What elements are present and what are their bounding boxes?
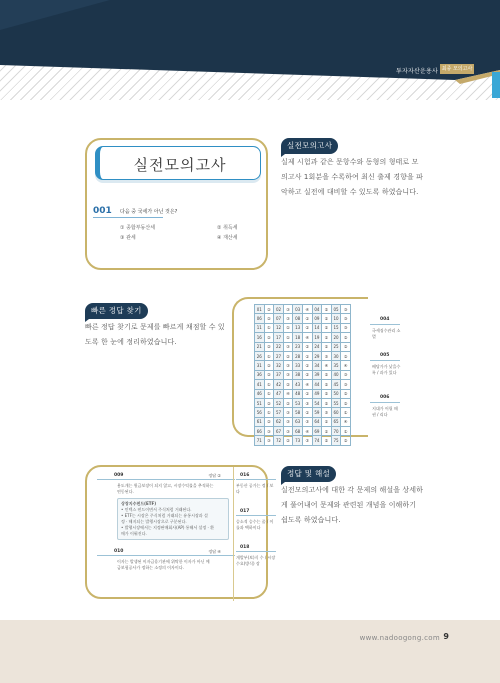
desc-line: 빠른 정답 찾기로 문제를 빠르게 채점할 수 있 [85, 323, 225, 331]
header-title: 투자자산운용사 [396, 68, 438, 75]
section-desc-quick-answers [85, 320, 230, 350]
answer-number-cell: 53 [293, 398, 303, 407]
answer-choice-cell: ① [283, 333, 293, 342]
answer-row [255, 314, 351, 323]
option-2: ② 취득세 [217, 225, 238, 231]
answer-choice-cell: ② [341, 436, 351, 445]
answer-number-cell: 57 [274, 408, 284, 417]
answer-number-cell: 16 [255, 333, 265, 342]
answer-number-cell: 06 [255, 314, 265, 323]
desc-line: 실전모의고사에 대한 각 문제의 해설을 상세하 [281, 486, 424, 494]
answer-number-cell: 22 [274, 342, 284, 351]
answer-number-cell: 44 [312, 380, 322, 389]
snippet-rule [370, 360, 400, 361]
answer-choice-cell: ② [283, 351, 293, 360]
answer-choice-cell: ③ [302, 436, 312, 445]
explanation-number: 017 [240, 509, 250, 514]
answer-choice-cell: ② [341, 342, 351, 351]
answer-choice-cell: ③ [341, 380, 351, 389]
header-side-tab [492, 72, 500, 98]
answer-choice-cell: ③ [283, 427, 293, 436]
answer-choice-cell: ① [322, 323, 332, 332]
option-1: ① 종합부동산세 [120, 225, 156, 231]
answer-number-cell: 60 [331, 408, 341, 417]
answer-number-cell: 45 [331, 380, 341, 389]
answer-number-cell: 52 [274, 398, 284, 407]
answer-choice-cell: ② [264, 361, 274, 370]
answer-number-cell: 05 [331, 305, 341, 314]
explanation-text: 승소적 승수는 좀 / 이를과 택하이다 [236, 519, 274, 530]
answer-number-cell: 50 [331, 389, 341, 398]
answer-choice-cell: ④ [341, 361, 351, 370]
snippet-rule [370, 324, 400, 325]
answer-choice-cell: ③ [322, 408, 332, 417]
desc-line: 쉽도록 하였습니다. [281, 516, 341, 524]
answer-choice-cell: ② [322, 389, 332, 398]
answer-number-cell: 68 [293, 427, 303, 436]
answer-choice-cell: ④ [341, 417, 351, 426]
explanation-answer: 정답 ④ [208, 549, 221, 554]
answer-number-cell: 62 [274, 417, 284, 426]
explanation-text: 부동산 공가는 정 / 보다 [236, 483, 274, 494]
answer-number-cell: 42 [274, 380, 284, 389]
answer-number-cell: 18 [293, 333, 303, 342]
answer-number-cell: 66 [255, 427, 265, 436]
answer-number-cell: 04 [312, 305, 322, 314]
answer-choice-cell: ② [322, 398, 332, 407]
explanation-text [97, 559, 235, 571]
answer-choice-cell: ② [322, 370, 332, 379]
answer-choice-cell: ② [341, 398, 351, 407]
answer-number-cell: 46 [255, 389, 265, 398]
answer-choice-cell: ② [302, 342, 312, 351]
explanation-header [236, 545, 276, 552]
answer-choice-cell: ④ [302, 333, 312, 342]
answer-number-cell: 54 [312, 398, 322, 407]
note-line: • ETF는 시장은 주식처럼 거래되는 유통시장과 설 [121, 513, 208, 518]
snippet-number: 006 [380, 395, 390, 400]
answer-row [255, 361, 351, 370]
explanation-number: 009 [114, 473, 124, 478]
answer-choice-cell: ③ [283, 361, 293, 370]
answer-choice-cell: ② [264, 398, 274, 407]
answer-choice-cell: ① [322, 417, 332, 426]
answer-choice-cell: ① [341, 408, 351, 417]
note-line: • 인덱스 펀드이면서 주식처럼 거래된다. [121, 507, 192, 512]
answer-choice-cell: ① [302, 314, 312, 323]
answer-number-cell: 71 [255, 436, 265, 445]
desc-line: 의고사 1회분을 수록하여 최신 출제 경향을 파 [281, 173, 424, 181]
answer-choice-cell: ② [264, 342, 274, 351]
answer-choice-cell: ③ [264, 436, 274, 445]
snippet-text: 지대가 어릴 때 권 / 리다 [372, 406, 398, 417]
mock-exam-title: 실전모의고사 [133, 156, 227, 174]
answer-choice-cell: ② [322, 380, 332, 389]
answer-number-cell: 56 [255, 408, 265, 417]
text-line: 이자는 발생된 이자금융기관에 위탁한 이자가 아닌 예 [117, 559, 210, 564]
page-header [0, 0, 500, 100]
answer-number-cell: 35 [331, 361, 341, 370]
answer-number-cell: 11 [255, 323, 265, 332]
explanations-preview-card [85, 465, 276, 599]
answer-number-cell: 43 [293, 380, 303, 389]
answer-number-cell: 73 [293, 436, 303, 445]
explanation-text: 개발부(보)식 수 / 시장수요(방식) 장 [236, 555, 276, 566]
answer-number-cell: 02 [274, 305, 284, 314]
answer-choice-cell: ② [283, 436, 293, 445]
answer-choice-cell: ③ [302, 417, 312, 426]
answer-row [255, 427, 351, 436]
desc-line: 도록 한 눈에 정리하였습니다. [85, 338, 177, 346]
answer-choice-cell: ① [302, 323, 312, 332]
answer-choice-cell: ③ [283, 417, 293, 426]
snippet-rule [370, 402, 400, 403]
answer-number-cell: 30 [331, 351, 341, 360]
answer-row [255, 389, 351, 398]
question-rule [93, 217, 163, 218]
snippet-number: 005 [380, 353, 390, 358]
question-number: 001 [93, 206, 112, 216]
answer-choice-cell: ③ [283, 408, 293, 417]
answer-table [254, 304, 351, 446]
note-line: 매가 이뤄진다. [121, 531, 147, 536]
answer-row [255, 370, 351, 379]
answer-number-cell: 27 [274, 351, 284, 360]
answer-choice-cell: ③ [283, 314, 293, 323]
answer-number-cell: 31 [255, 361, 265, 370]
explanation-answer: 정답 ② [208, 473, 221, 478]
text-line: 용도개는 원금보장이 되지 않고, 시장수익률을 추적하는 [117, 483, 214, 488]
answer-choice-cell: ③ [341, 370, 351, 379]
note-line: 정 · 해지되는 발행시장으로 구분된다. [121, 519, 187, 524]
answer-number-cell: 39 [312, 370, 322, 379]
answer-choice-cell: ① [322, 427, 332, 436]
mock-exam-preview-card [85, 138, 268, 270]
answer-choice-cell: ② [322, 305, 332, 314]
answer-number-cell: 58 [293, 408, 303, 417]
explanation-number: 018 [240, 545, 250, 550]
answer-number-cell: 15 [331, 323, 341, 332]
mock-exam-title-band [95, 146, 261, 180]
answer-choice-cell: ③ [322, 351, 332, 360]
answer-number-cell: 67 [274, 427, 284, 436]
option-3: ③ 관세 [120, 235, 136, 241]
answer-row [255, 342, 351, 351]
answer-table-side [368, 297, 401, 437]
answer-choice-cell: ① [264, 389, 274, 398]
answer-row [255, 417, 351, 426]
answer-choice-cell: ② [264, 417, 274, 426]
answer-number-cell: 34 [312, 361, 322, 370]
answer-number-cell: 32 [274, 361, 284, 370]
page-footer [0, 620, 500, 683]
answer-choice-cell: ① [302, 361, 312, 370]
section-desc-mock-exam [281, 155, 476, 200]
explanation-text [97, 483, 235, 495]
answer-choice-cell: ② [264, 314, 274, 323]
snippet-number: 004 [380, 317, 390, 322]
answer-choice-cell: ③ [283, 370, 293, 379]
explanation-number: 010 [114, 549, 124, 554]
answer-row [255, 408, 351, 417]
answer-choice-cell: ③ [341, 305, 351, 314]
footer-url: www.nadoogong.com [359, 634, 440, 642]
answer-number-cell: 29 [312, 351, 322, 360]
answer-number-cell: 41 [255, 380, 265, 389]
answer-number-cell: 26 [255, 351, 265, 360]
answer-number-cell: 09 [312, 314, 322, 323]
answer-number-cell: 63 [293, 417, 303, 426]
answer-number-cell: 55 [331, 398, 341, 407]
explanation-header [236, 473, 276, 480]
answer-number-cell: 08 [293, 314, 303, 323]
answer-row [255, 398, 351, 407]
answer-choice-cell: ① [322, 314, 332, 323]
answer-choice-cell: ② [283, 398, 293, 407]
desc-line: 실제 시험과 같은 문항수와 동형의 형태로 모 [281, 158, 419, 166]
answer-row [255, 333, 351, 342]
explanation-note-box [117, 498, 229, 540]
answer-number-cell: 38 [293, 370, 303, 379]
answer-number-cell: 01 [255, 305, 265, 314]
section-label-explanations: 정답 및 해설 [281, 466, 336, 482]
desc-line: 악하고 실전에 대비할 수 있도록 하였습니다. [281, 188, 419, 196]
answer-choice-cell: ④ [322, 361, 332, 370]
header-band [0, 0, 500, 100]
answer-number-cell: 64 [312, 417, 322, 426]
answer-number-cell: 23 [293, 342, 303, 351]
answer-number-cell: 20 [331, 333, 341, 342]
answer-number-cell: 40 [331, 370, 341, 379]
section-label-quick-answers: 빠른 정답 찾기 [85, 303, 148, 319]
answer-choice-cell: ② [322, 436, 332, 445]
answer-choice-cell: ② [264, 370, 274, 379]
explanation-column-left [97, 473, 235, 571]
answer-choice-cell: ③ [264, 427, 274, 436]
answer-choice-cell: ② [341, 351, 351, 360]
answer-choice-cell: ③ [302, 398, 312, 407]
answer-row [255, 323, 351, 332]
answer-row [255, 305, 351, 314]
answer-row [255, 351, 351, 360]
page-number: 9 [443, 632, 449, 641]
answer-choice-cell: ① [302, 408, 312, 417]
answer-row [255, 380, 351, 389]
answer-choice-cell: ① [302, 351, 312, 360]
answer-number-cell: 17 [274, 333, 284, 342]
answer-choice-cell: ③ [341, 314, 351, 323]
answer-number-cell: 13 [293, 323, 303, 332]
explanation-header [97, 473, 235, 480]
header-chip: 최종 모의고사 [441, 66, 473, 72]
answer-number-cell: 28 [293, 351, 303, 360]
answer-number-cell: 65 [331, 417, 341, 426]
answer-row [255, 436, 351, 445]
note-line: • 발행시장에서는 지정판매회사(AP) 통해서 설정 · 환 [121, 525, 214, 530]
answer-choice-cell: ③ [283, 305, 293, 314]
answer-number-cell: 51 [255, 398, 265, 407]
answer-choice-cell: ① [341, 427, 351, 436]
answer-choice-cell: ① [322, 333, 332, 342]
explanation-number: 016 [240, 473, 250, 478]
answer-number-cell: 70 [331, 427, 341, 436]
answer-table-card [232, 297, 368, 444]
answer-number-cell: 10 [331, 314, 341, 323]
text-line: 금보험공사가 정하는 소정의 이자이다. [117, 565, 184, 570]
answer-number-cell: 61 [255, 417, 265, 426]
answer-choice-cell: ② [283, 380, 293, 389]
answer-number-cell: 74 [312, 436, 322, 445]
answer-number-cell: 03 [293, 305, 303, 314]
answer-choice-cell: ② [302, 370, 312, 379]
answer-number-cell: 19 [312, 333, 322, 342]
option-4: ④ 재산세 [217, 235, 238, 241]
answer-number-cell: 33 [293, 361, 303, 370]
answer-number-cell: 12 [274, 323, 284, 332]
answer-number-cell: 21 [255, 342, 265, 351]
column-divider [233, 467, 234, 601]
answer-number-cell: 07 [274, 314, 284, 323]
answer-choice-cell: ② [341, 333, 351, 342]
desc-line: 게 풀어내어 문제와 관련된 개념을 이해하기 [281, 501, 417, 509]
answer-choice-cell: ② [264, 333, 274, 342]
answer-choice-cell: ① [322, 342, 332, 351]
answer-choice-cell: ① [283, 323, 293, 332]
explanation-header [236, 509, 276, 516]
explanation-column-right [236, 473, 276, 567]
answer-choice-cell: ③ [283, 342, 293, 351]
answer-number-cell: 59 [312, 408, 322, 417]
answer-choice-cell: ① [264, 380, 274, 389]
text-line: 연동된다. [117, 489, 134, 494]
answer-number-cell: 25 [331, 342, 341, 351]
answer-choice-cell: ④ [302, 380, 312, 389]
section-label-mock-exam: 실전모의고사 [281, 138, 338, 154]
snippet-text: 배당가가 낮을수록 / 과가 있다 [372, 364, 401, 375]
answer-choice-cell: ④ [302, 305, 312, 314]
answer-number-cell: 69 [312, 427, 322, 436]
answer-number-cell: 75 [331, 436, 341, 445]
answer-choice-cell: ④ [283, 389, 293, 398]
answer-choice-cell: ② [341, 389, 351, 398]
answer-number-cell: 47 [274, 389, 284, 398]
question-text: 다음 중 국세가 아닌 것은? [120, 209, 178, 215]
answer-choice-cell: ① [264, 351, 274, 360]
answer-number-cell: 37 [274, 370, 284, 379]
answer-choice-cell: ① [264, 323, 274, 332]
answer-choice-cell: ② [264, 305, 274, 314]
answer-number-cell: 48 [293, 389, 303, 398]
answer-choice-cell: ① [264, 408, 274, 417]
answer-number-cell: 14 [312, 323, 322, 332]
answer-choice-cell: ③ [341, 323, 351, 332]
answer-choice-cell: ① [302, 389, 312, 398]
answer-number-cell: 49 [312, 389, 322, 398]
answer-number-cell: 36 [255, 370, 265, 379]
note-title: 상장지수펀드(ETF) [121, 501, 157, 506]
section-desc-explanations [281, 483, 476, 528]
answer-choice-cell: ④ [302, 427, 312, 436]
snippet-text: 국세징수관리 소멸 [372, 328, 401, 339]
answer-number-cell: 72 [274, 436, 284, 445]
answer-number-cell: 24 [312, 342, 322, 351]
explanation-header [97, 549, 235, 556]
